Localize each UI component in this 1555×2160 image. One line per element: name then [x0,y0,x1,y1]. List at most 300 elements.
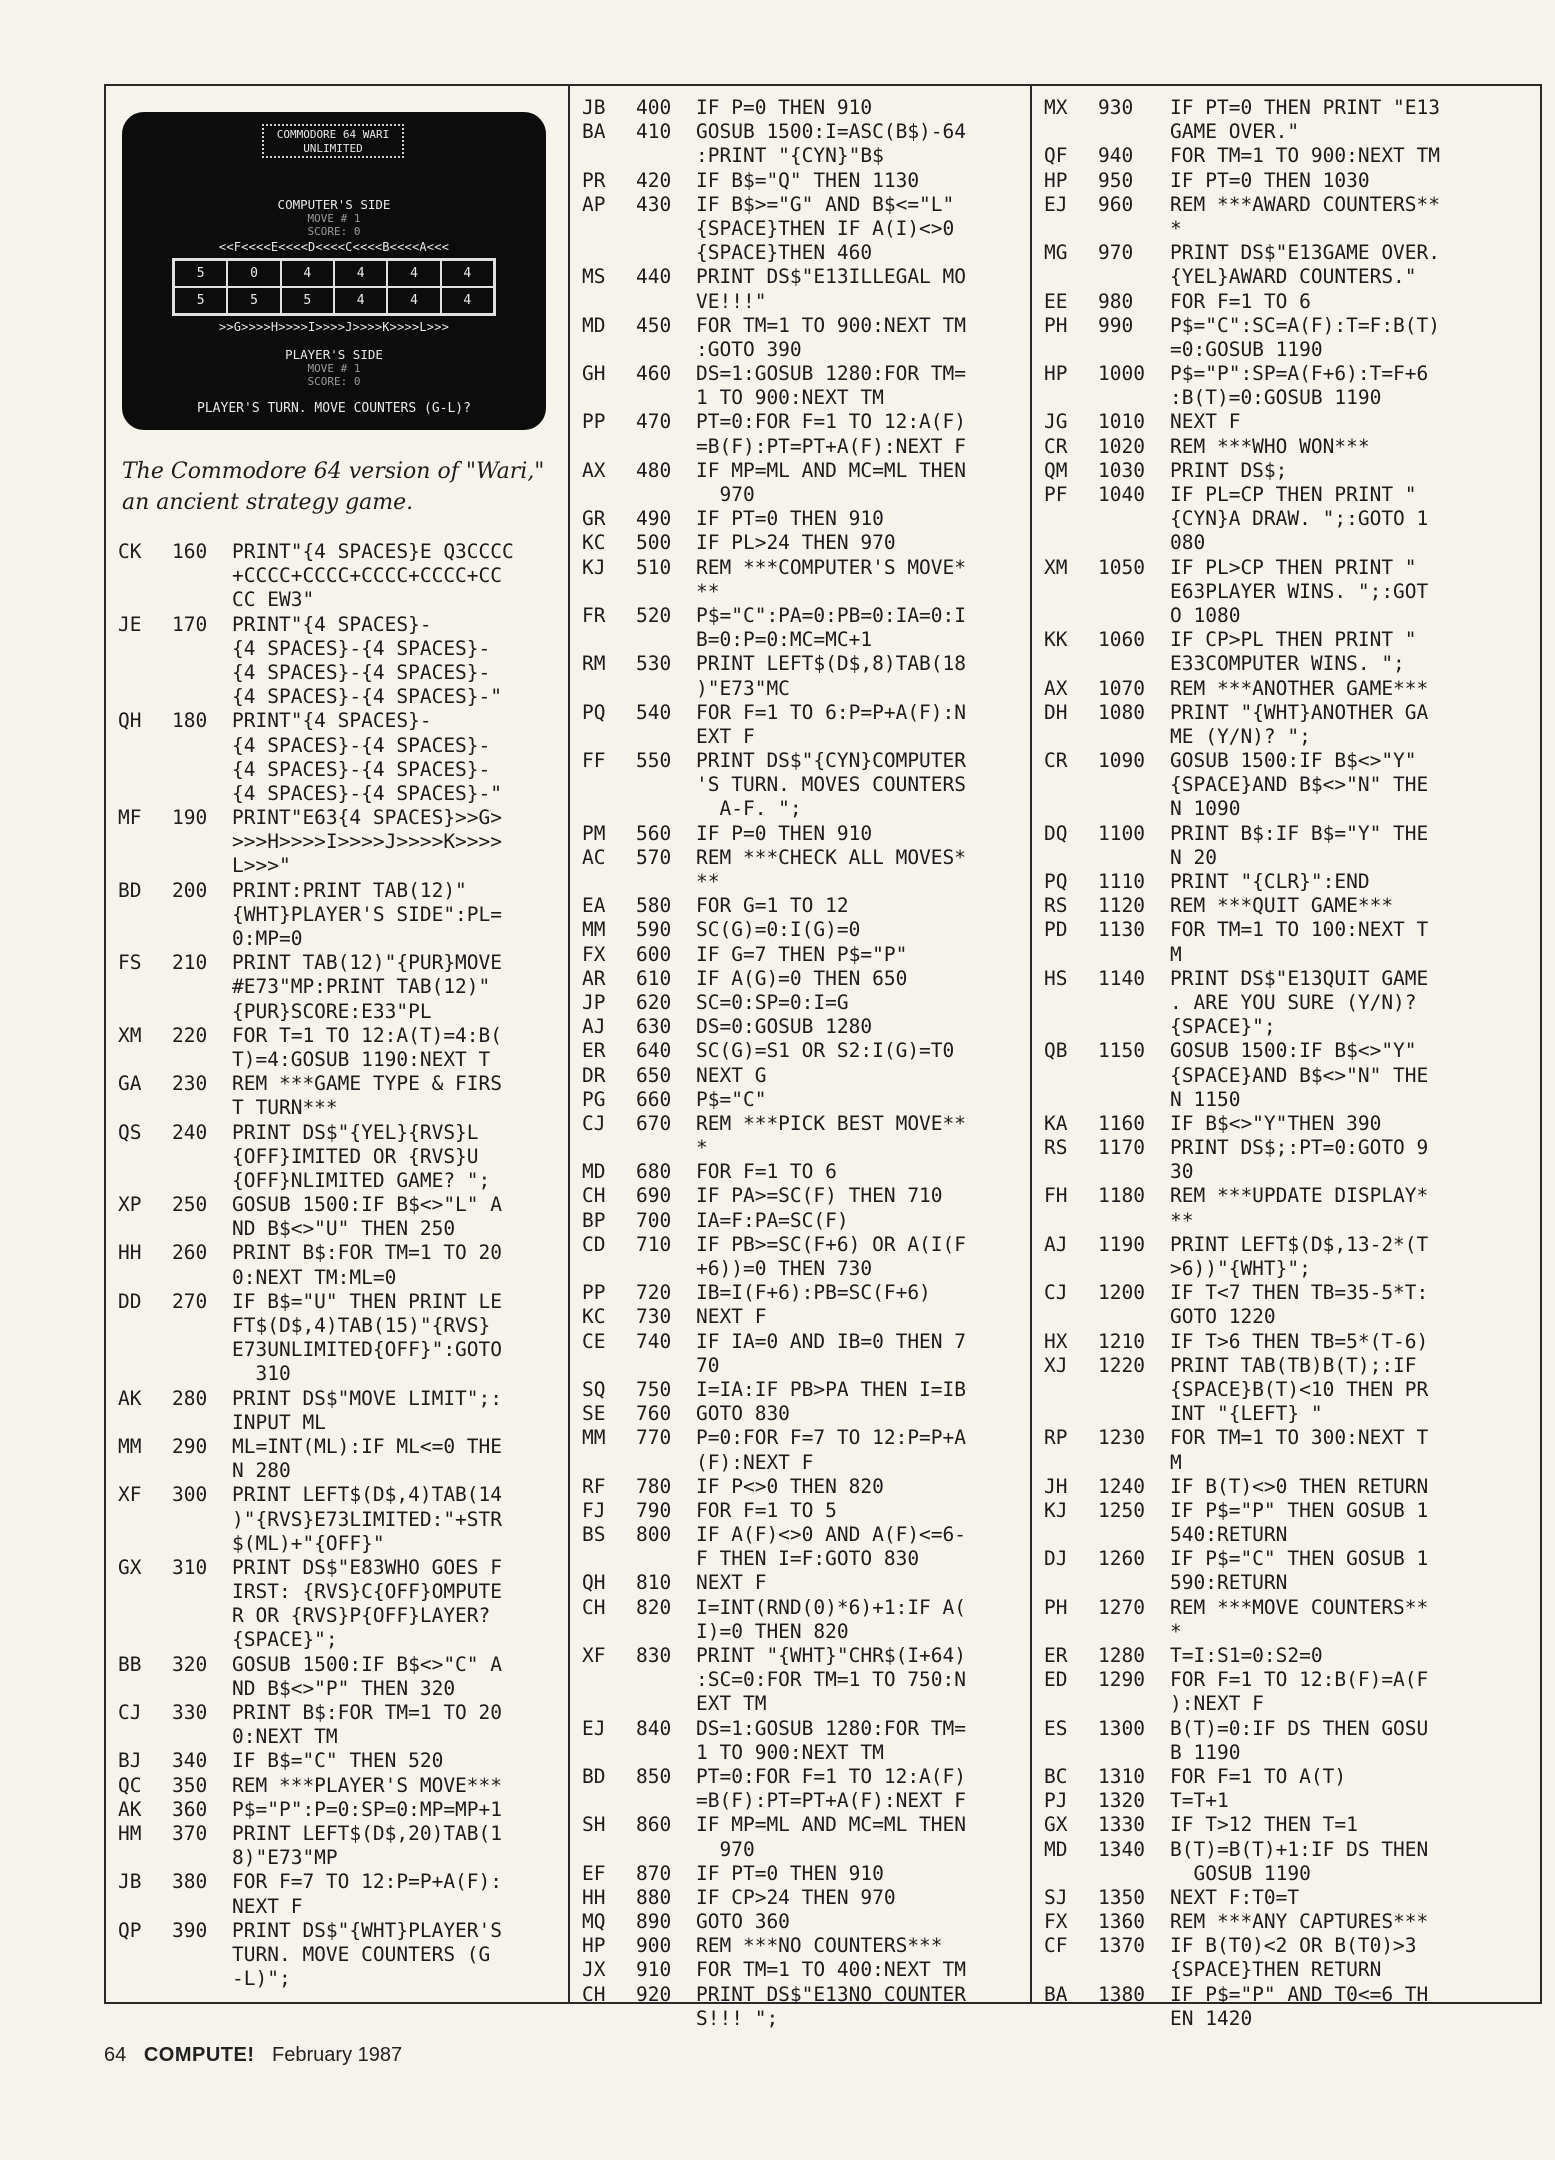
checksum: JH [1044,1474,1068,1498]
code-text: P$="C":SC=A(F):T=F:B(T) [1170,313,1441,337]
checksum [582,580,636,604]
checksum [582,797,636,821]
line-number: 650 [636,1063,672,1087]
checksum: KA [1044,1111,1068,1135]
code-text: ML=INT(ML):IF ML<=0 THE [232,1434,503,1458]
checksum [1044,386,1098,410]
code-line [118,1193,560,1217]
code-text: PRINT LEFT$(D$,20)TAB(1 [232,1821,503,1845]
line-number: 300 [172,1483,208,1507]
line-number: 620 [636,990,672,1014]
code-text: SC=0:SP=0:I=G [696,990,849,1014]
checksum: SH [582,1813,606,1837]
line-number: 360 [172,1797,208,1821]
checksum [118,588,172,612]
checksum [118,1532,172,1556]
line-number [172,1145,232,1169]
code-text: +6))=0 THEN 730 [696,1257,873,1280]
checksum: QF [1044,144,1068,168]
code-line [118,1024,560,1048]
code-text: PRINT"{4 SPACES}E Q3CCCC [232,540,514,563]
code-line [582,1015,1022,1039]
code-line [1044,580,1536,604]
line-number: 890 [636,1910,672,1934]
checksum [582,338,636,362]
screen-title: COMMODORE 64 WARI [276,128,390,141]
code-line [118,685,560,709]
checksum [582,241,636,265]
line-number: 530 [636,652,672,676]
line-number [172,1725,232,1749]
code-text: IF B(T)<>0 THEN RETURN [1170,1474,1429,1498]
checksum [1044,1620,1098,1644]
code-text: =0:GOSUB 1190 [1170,337,1323,361]
line-number: 670 [636,1111,672,1135]
checksum [118,903,172,927]
code-line [582,1668,1022,1692]
code-text: FT$(D$,4)TAB(15)"{RVS} [232,1314,491,1337]
checksum [118,1000,172,1024]
listing-column-1 [118,540,560,1991]
code-text: IF B$="Q" THEN 1130 [696,168,920,192]
line-number: 500 [636,531,672,555]
line-number [636,1741,696,1765]
code-line [1044,483,1536,507]
code-line [118,1048,560,1072]
line-number: 770 [636,1426,672,1450]
line-number: 610 [636,966,672,990]
code-text: FOR TM=1 TO 400:NEXT TM [696,1958,967,1982]
checksum: GR [582,507,606,531]
line-number [636,725,696,749]
code-text: {4 SPACES}-{4 SPACES}- [232,733,491,757]
checksum: HP [1044,168,1068,192]
checksum: DR [582,1063,606,1087]
line-number: 280 [172,1386,208,1410]
checksum: PP [582,410,606,434]
code-line [118,1508,560,1532]
code-line [1044,1330,1536,1354]
checksum: RM [582,652,606,676]
line-number: 920 [636,1982,672,2006]
line-number: 1150 [1098,1039,1145,1063]
player-side-label: PLAYER'S SIDE [285,347,383,362]
code-text: 0:MP=0 [232,927,303,950]
line-number: 1030 [1098,458,1145,482]
checksum: EE [1044,289,1068,313]
code-text: {4 SPACES}-{4 SPACES}- [232,636,491,660]
code-line [1044,1910,1536,1934]
code-line [582,338,1022,362]
code-line [118,1725,560,1749]
line-number: 1170 [1098,1136,1145,1160]
player-score: SCORE: 0 [307,375,361,388]
line-number [1098,1402,1170,1426]
line-number: 510 [636,555,672,579]
code-line [118,540,560,564]
line-number: 720 [636,1281,672,1305]
checksum: XF [582,1644,606,1667]
checksum: DQ [1044,821,1068,845]
code-line [1044,1088,1536,1112]
line-number [636,241,696,265]
checksum: XP [118,1193,142,1217]
code-text: IF P$="P" THEN GOSUB 1 [1170,1498,1429,1522]
checksum: HM [118,1821,142,1845]
code-text: VE!!!" [696,289,767,313]
line-number: 660 [636,1087,672,1111]
line-number [1098,1378,1170,1402]
checksum: JP [582,990,606,1014]
checksum [118,830,172,854]
page-footer [104,2044,402,2067]
code-line [582,265,1022,289]
line-number: 1180 [1098,1184,1145,1208]
code-text: L>>>" [232,854,291,878]
code-line [118,1459,560,1483]
checksum [1044,1064,1098,1088]
checksum: BA [582,120,606,144]
checksum [118,1677,172,1701]
turn-prompt: PLAYER'S TURN. MOVE COUNTERS (G-L)? [197,401,471,416]
code-line [582,314,1022,338]
code-line [582,531,1022,555]
code-text: IF A(G)=0 THEN 650 [696,966,908,990]
code-line [582,725,1022,749]
checksum: CH [582,1982,606,2006]
checksum: AR [582,966,606,990]
line-number: 860 [636,1813,672,1837]
code-text: {4 SPACES}-{4 SPACES}- [232,757,491,781]
line-number: 730 [636,1305,672,1329]
code-line [118,1290,560,1314]
line-number [1098,1015,1170,1039]
code-line [582,410,1022,434]
checksum: HH [118,1241,142,1265]
checksum: AJ [1044,1232,1068,1256]
checksum [1044,1692,1098,1716]
code-line [1044,1547,1536,1571]
checksum [118,1266,172,1290]
code-line [118,1870,560,1894]
line-number [172,854,232,878]
code-text: IF B$>="G" AND B$<="L" [696,192,955,216]
line-number [172,1314,232,1338]
line-number [1098,1958,1170,1982]
code-text: )"{RVS}E73LIMITED:"+STR [232,1507,503,1531]
code-text: {OFF}IMITED OR {RVS}U [232,1144,479,1168]
checksum: MD [582,313,606,337]
checksum [118,1846,172,1870]
line-number [1098,1862,1170,1886]
code-text: PRINT TAB(12)"{PUR}MOVE [232,951,503,975]
code-line [582,1499,1022,1523]
code-text: P$="C":PA=0:PB=0:IA=0:I [696,603,967,627]
checksum: QC [118,1773,142,1797]
code-text: :SC=0:FOR TM=1 TO 750:N [696,1668,967,1692]
checksum: BC [1044,1764,1068,1788]
code-text: NEXT F [696,1571,767,1595]
code-line [1044,1644,1536,1668]
line-number [172,1532,232,1556]
code-text: REM ***GAME TYPE & FIRS [232,1072,503,1096]
code-text: E33COMPUTER WINS. "; [1170,652,1405,676]
code-line [582,483,1022,507]
code-text: {4 SPACES}-{4 SPACES}- [232,660,491,684]
code-line [582,1378,1022,1402]
code-line [582,1983,1022,2007]
code-line [1044,846,1536,870]
code-text: PT=0:FOR F=1 TO 12:A(F) [696,410,967,434]
code-text: IF P$="C" THEN GOSUB 1 [1170,1547,1429,1571]
checksum [118,1604,172,1628]
code-text: REM ***QUIT GAME*** [1170,894,1394,918]
checksum [118,1580,172,1604]
code-text: REM ***PLAYER'S MOVE*** [232,1773,503,1797]
checksum [1044,943,1098,967]
line-number: 210 [172,951,208,975]
line-number [1098,1064,1170,1088]
code-line [1044,749,1536,773]
line-number: 390 [172,1918,208,1942]
checksum: DJ [1044,1547,1068,1571]
line-number: 320 [172,1652,208,1676]
code-line [118,903,560,927]
code-text: REM ***WHO WON*** [1170,434,1370,458]
code-text: PT=0:FOR F=1 TO 12:A(F) [696,1764,967,1788]
checksum [582,1668,636,1692]
code-line [1044,386,1536,410]
line-number: 540 [636,700,672,724]
checksum: AX [1044,676,1068,700]
line-number: 1270 [1098,1595,1145,1619]
checksum: CE [582,1329,606,1353]
line-number [172,1048,232,1072]
checksum: PQ [582,700,606,724]
code-line [118,1121,560,1145]
listing-column-2 [582,96,1022,2031]
line-number: 260 [172,1241,208,1265]
checksum [118,927,172,951]
player-move: MOVE # 1 [307,362,361,375]
code-line [1044,822,1536,846]
line-number [636,677,696,701]
code-line [118,1532,560,1556]
line-number: 330 [172,1701,208,1724]
checksum [582,1692,636,1716]
code-line [1044,1789,1536,1813]
checksum [118,1217,172,1241]
checksum: MS [582,265,606,289]
code-text: )"E73"MC [696,676,790,700]
code-line [582,1547,1022,1571]
code-line [1044,241,1536,265]
line-number [1098,1620,1170,1644]
line-number [172,564,232,588]
code-line [582,1910,1022,1934]
line-number [1098,773,1170,797]
code-line [582,144,1022,168]
checksum [1044,217,1098,241]
checksum: SJ [1044,1885,1068,1909]
code-line [1044,1838,1536,1862]
code-line [582,1620,1022,1644]
code-line [118,734,560,758]
line-number: 480 [636,458,672,482]
checksum [118,661,172,685]
code-text: * [1170,1619,1182,1643]
code-text: NEXT F:T0=T [1170,1885,1300,1909]
board-pit: 4 [387,260,440,287]
code-line [582,2007,1022,2031]
checksum: KK [1044,628,1068,652]
code-text: 310 [232,1362,291,1386]
code-text: IF PT=0 THEN 910 [696,507,884,531]
line-number: 750 [636,1377,672,1401]
checksum [1044,604,1098,628]
line-number [172,975,232,999]
screen-mode: UNLIMITED [303,142,363,155]
checksum [582,870,636,894]
line-number [1098,1571,1170,1595]
line-number: 1240 [1098,1474,1145,1498]
code-text: FOR F=1 TO 6 [696,1160,837,1184]
code-line [118,951,560,975]
code-line [1044,773,1536,797]
code-line [1044,1281,1536,1305]
board-pit: 4 [441,260,494,287]
board-pit: 5 [227,287,280,314]
line-number [1098,1451,1170,1475]
line-number: 440 [636,265,672,289]
code-text: PRINT:PRINT TAB(12)" [232,878,467,902]
code-text: {PUR}SCORE:E33"PL [232,999,432,1023]
line-number [636,2007,696,2031]
code-line [118,1628,560,1652]
checksum [118,1943,172,1967]
code-line [1044,1136,1536,1160]
code-text: T TURN*** [232,1096,338,1120]
checksum: AP [582,192,606,216]
code-text: ** [1170,1208,1194,1232]
line-number [636,1838,696,1862]
checksum [118,758,172,782]
code-text: P=0:FOR F=7 TO 12:P=P+A [696,1426,967,1450]
checksum [582,1789,636,1813]
checksum [1044,507,1098,531]
code-text: IF B$="U" THEN PRINT LE [232,1289,503,1313]
checksum [582,725,636,749]
code-text: IF B$="C" THEN 520 [232,1749,444,1773]
checksum: CJ [582,1111,606,1135]
code-text: GOSUB 1500:IF B$<>"C" A [232,1652,503,1676]
code-text: INT "{LEFT} " [1170,1402,1323,1426]
line-number: 970 [1098,241,1134,265]
line-number: 680 [636,1160,672,1184]
code-line [582,1184,1022,1208]
code-text: P$="C" [696,1087,767,1111]
code-text: {SPACE}"; [232,1628,338,1652]
code-text: +CCCC+CCCC+CCCC+CCCC+CC [232,564,503,588]
checksum [582,773,636,797]
checksum [118,782,172,806]
code-text: {WHT}PLAYER'S SIDE":PL= [232,902,503,926]
code-text: 30 [1170,1160,1194,1184]
code-text: IRST: {RVS}C{OFF}OMPUTE [232,1580,503,1604]
line-number: 1020 [1098,434,1145,458]
line-number: 1160 [1098,1111,1145,1135]
code-line [118,1338,560,1362]
code-text: ME (Y/N)? "; [1170,724,1311,748]
code-line [582,1330,1022,1354]
line-number [1098,1088,1170,1112]
code-text: NEXT F [1170,410,1241,434]
line-number: 180 [172,709,208,733]
code-text: PRINT "{WHT}"CHR$(I+64) [696,1644,967,1667]
code-text: F THEN I=F:GOTO 830 [696,1547,920,1571]
code-line [1044,1209,1536,1233]
code-line [1044,1064,1536,1088]
code-line [582,1112,1022,1136]
checksum: QP [118,1918,142,1942]
checksum [1044,773,1098,797]
code-line [1044,531,1536,555]
checksum: PH [1044,313,1068,337]
line-number: 220 [172,1023,208,1047]
checksum [118,1145,172,1169]
checksum: AC [582,845,606,869]
checksum: XJ [1044,1353,1068,1377]
code-text: GOTO 360 [696,1910,790,1934]
checksum: CH [582,1595,606,1619]
code-line [118,1556,560,1580]
code-text: 970 [696,483,755,506]
line-number [172,734,232,758]
code-line [1044,1305,1536,1329]
code-text: IF CP>24 THEN 970 [696,1885,896,1909]
code-text: E63PLAYER WINS. ";:GOT [1170,579,1429,603]
code-text: PRINT DS$"E83WHO GOES F [232,1555,503,1579]
checksum: HX [1044,1329,1068,1353]
code-line [1044,435,1536,459]
line-number [1098,652,1170,676]
code-text: DS=0:GOSUB 1280 [696,1015,873,1039]
listing-column-3 [1044,96,1536,2031]
checksum [1044,846,1098,870]
code-text: B(T)=B(T)+1:IF DS THEN [1170,1837,1429,1861]
line-number: 250 [172,1193,208,1217]
code-text: PRINT LEFT$(D$,4)TAB(14 [232,1483,503,1507]
code-line [118,1846,560,1870]
checksum [1044,1378,1098,1402]
board-pit: 5 [174,260,227,287]
code-text: REM ***AWARD COUNTERS** [1170,192,1441,216]
code-line [118,1677,560,1701]
code-text: PRINT "{CLR}":END [1170,870,1370,893]
checksum: ER [1044,1644,1068,1667]
code-line [1044,1523,1536,1547]
checksum [1044,1862,1098,1886]
code-line [1044,1983,1536,2007]
code-text: 'S TURN. MOVES COUNTERS [696,773,967,797]
code-line [1044,1620,1536,1644]
code-line [118,1967,560,1991]
checksum [1044,580,1098,604]
code-line [1044,628,1536,652]
line-number: 830 [636,1644,672,1667]
line-number [172,1338,232,1362]
code-line [1044,701,1536,725]
